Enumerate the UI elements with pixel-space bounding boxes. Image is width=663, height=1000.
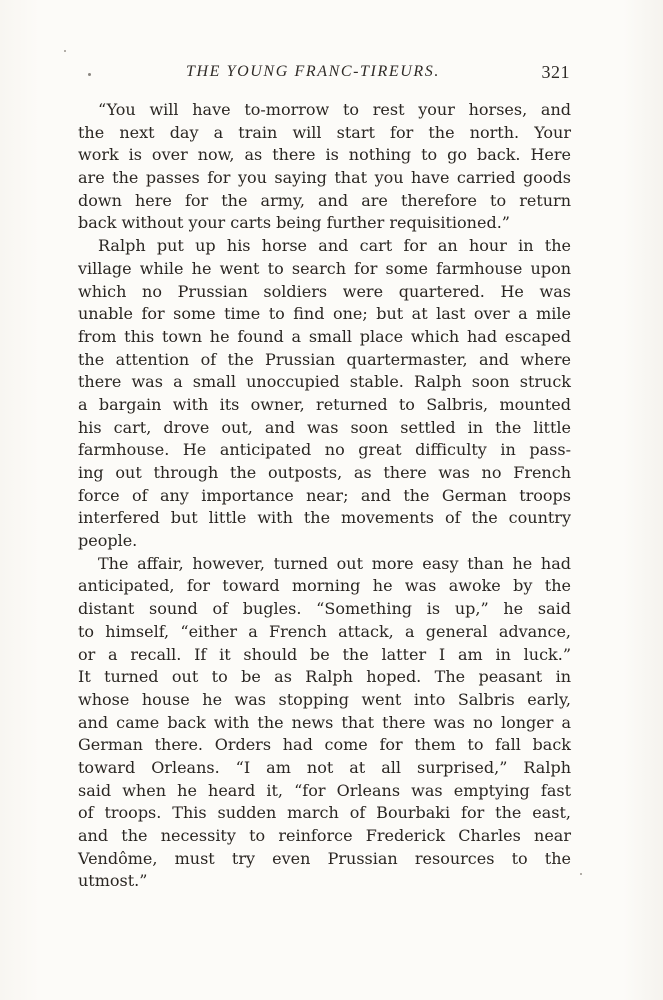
text-line: people. bbox=[78, 531, 138, 551]
text-line: force of any importance near; and the German troops bbox=[78, 485, 571, 505]
text-line: Vendôme, must try even Prussian resources to the bbox=[78, 848, 571, 868]
text-line: work is over now, as there is nothing to go back. Here bbox=[78, 145, 571, 165]
text-line: which no Prussian soldiers were quartered. He was bbox=[78, 281, 571, 301]
text-line: are the passes for you saying that you have carried goods bbox=[78, 168, 571, 188]
text-line: a bargain with its owner, returned to Salbris, mounted bbox=[78, 394, 571, 414]
text-line: of troops. This sudden march of Bourbaki for the east, bbox=[78, 803, 571, 823]
scan-speck bbox=[88, 73, 91, 76]
text-line: and came back with the news that there was no longer a bbox=[78, 712, 571, 732]
scan-speck bbox=[64, 50, 66, 52]
text-line: his cart, drove out, and was soon settled in the little bbox=[78, 417, 571, 437]
text-line: or a recall. If it should be the latter I am in luck.” bbox=[78, 644, 571, 664]
text-line: anticipated, for toward morning he was awoke by the bbox=[78, 576, 571, 596]
text-line: utmost.” bbox=[78, 871, 148, 891]
text-line: The affair, however, turned out more easy than he had bbox=[98, 553, 571, 573]
text-line: there was a small unoccupied stable. Ralph soon struck bbox=[78, 372, 571, 392]
text-line: the attention of the Prussian quartermaster, and where bbox=[78, 349, 571, 369]
text-line: whose house he was stopping went into Salbris early, bbox=[78, 689, 571, 709]
text-line: It turned out to be as Ralph hoped. The peasant in bbox=[78, 667, 571, 687]
text-line: the next day a train will start for the north. Your bbox=[78, 122, 571, 142]
page-number: 321 bbox=[541, 62, 570, 82]
text-line: German there. Orders had come for them to fall back bbox=[78, 735, 571, 755]
running-head: THE YOUNG FRANC-TIREURS. bbox=[186, 63, 440, 80]
text-line: ing out through the outposts, as there was no French bbox=[78, 463, 571, 482]
text-line: from this town he found a small place which had escaped bbox=[78, 326, 571, 346]
text-line: farmhouse. He anticipated no great difficulty in pass- bbox=[78, 440, 571, 460]
text-line: said when he heard it, “for Orleans was emptying fast bbox=[78, 780, 571, 800]
scan-speck bbox=[580, 873, 582, 875]
text-line: “You will have to-morrow to rest your horses, and bbox=[98, 100, 571, 119]
text-line: distant sound of bugles. “Something is up,” he said bbox=[78, 599, 571, 619]
text-line: toward Orleans. “I am not at all surprised,” Ralph bbox=[78, 757, 571, 777]
text-line: interfered but little with the movements of the country bbox=[78, 508, 571, 528]
text-line: Ralph put up his horse and cart for an hour in the bbox=[98, 236, 571, 256]
page-header bbox=[78, 60, 572, 90]
text-line: unable for some time to find one; but at last over a mile bbox=[78, 304, 571, 324]
text-line: to himself, “either a French attack, a general advance, bbox=[78, 621, 571, 641]
text-line: village while he went to search for some farmhouse upon bbox=[78, 258, 571, 278]
text-line: and the necessity to reinforce Frederick Charles near bbox=[78, 826, 571, 845]
text-line: down here for the army, and are therefore to return bbox=[78, 190, 571, 210]
body-text bbox=[78, 99, 571, 893]
text-line: back without your carts being further requisitioned.” bbox=[78, 213, 510, 233]
